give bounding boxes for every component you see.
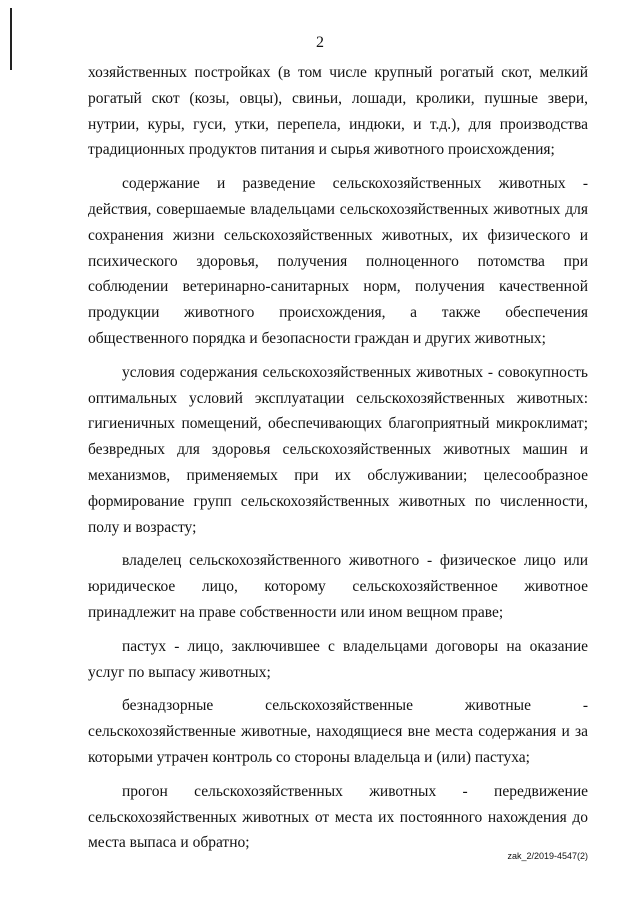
- document-body: [88, 60, 588, 864]
- page-number: 2: [316, 34, 324, 51]
- paragraph-continuation: хозяйственных постройках (в том числе крупный рогатый скот, мелкий рогатый скот (козы, овцы), свиньи, лошади, кролики, пушные звери, нутрии, куры, гуси, утки, перепела, индюки, и т.д.), для производства традиционных продуктов питания и сырья животного происхождения;: [88, 64, 588, 159]
- paragraph-definition-conditions: условия содержания сельскохозяйственных животных - совокупность оптимальных условий эксплуатации сельскохозяйственных животных: гигиеничных помещений, обеспечивающих благоприятный микроклимат; безвредных для здоровья сельскохозяйственных животных машин и механизмов, применяемых при их обслуживании; целесообразное формирование групп сельскохозяйственных животных по численности, полу и возрасту;: [88, 363, 588, 536]
- document-code: zak_2/2019-4547(2): [507, 851, 588, 861]
- paragraph-definition-shepherd: пастух - лицо, заключившее с владельцами договоры на оказание услуг по выпасу животных;: [88, 637, 588, 681]
- paragraph-definition-keeping: содержание и разведение сельскохозяйственных животных - действия, совершаемые владельцами сельскохозяйственных животных для сохранения жизни сельскохозяйственных животных, их физического и психического здоровья, получения полноценного потомства при соблюдении ветеринарно-санитарных норм, получения качественной продукции животного происхождения, а также обеспечения общественного порядка и безопасности граждан и других животных;: [88, 175, 588, 347]
- paragraph-definition-driving: прогон сельскохозяйственных животных - передвижение сельскохозяйственных животных от места их постоянного нахождения до места выпаса и обратно;: [88, 782, 588, 852]
- paragraph-definition-stray: безнадзорные сельскохозяйственные животные - сельскохозяйственные животные, находящиеся вне места содержания и за которыми утрачен контроль со стороны владельца и (или) пастуха;: [88, 697, 588, 766]
- paragraph-definition-owner: владелец сельскохозяйственного животного - физическое лицо или юридическое лицо, которому сельскохозяйственное животное принадлежит на праве собственности или ином вещном праве;: [88, 552, 588, 621]
